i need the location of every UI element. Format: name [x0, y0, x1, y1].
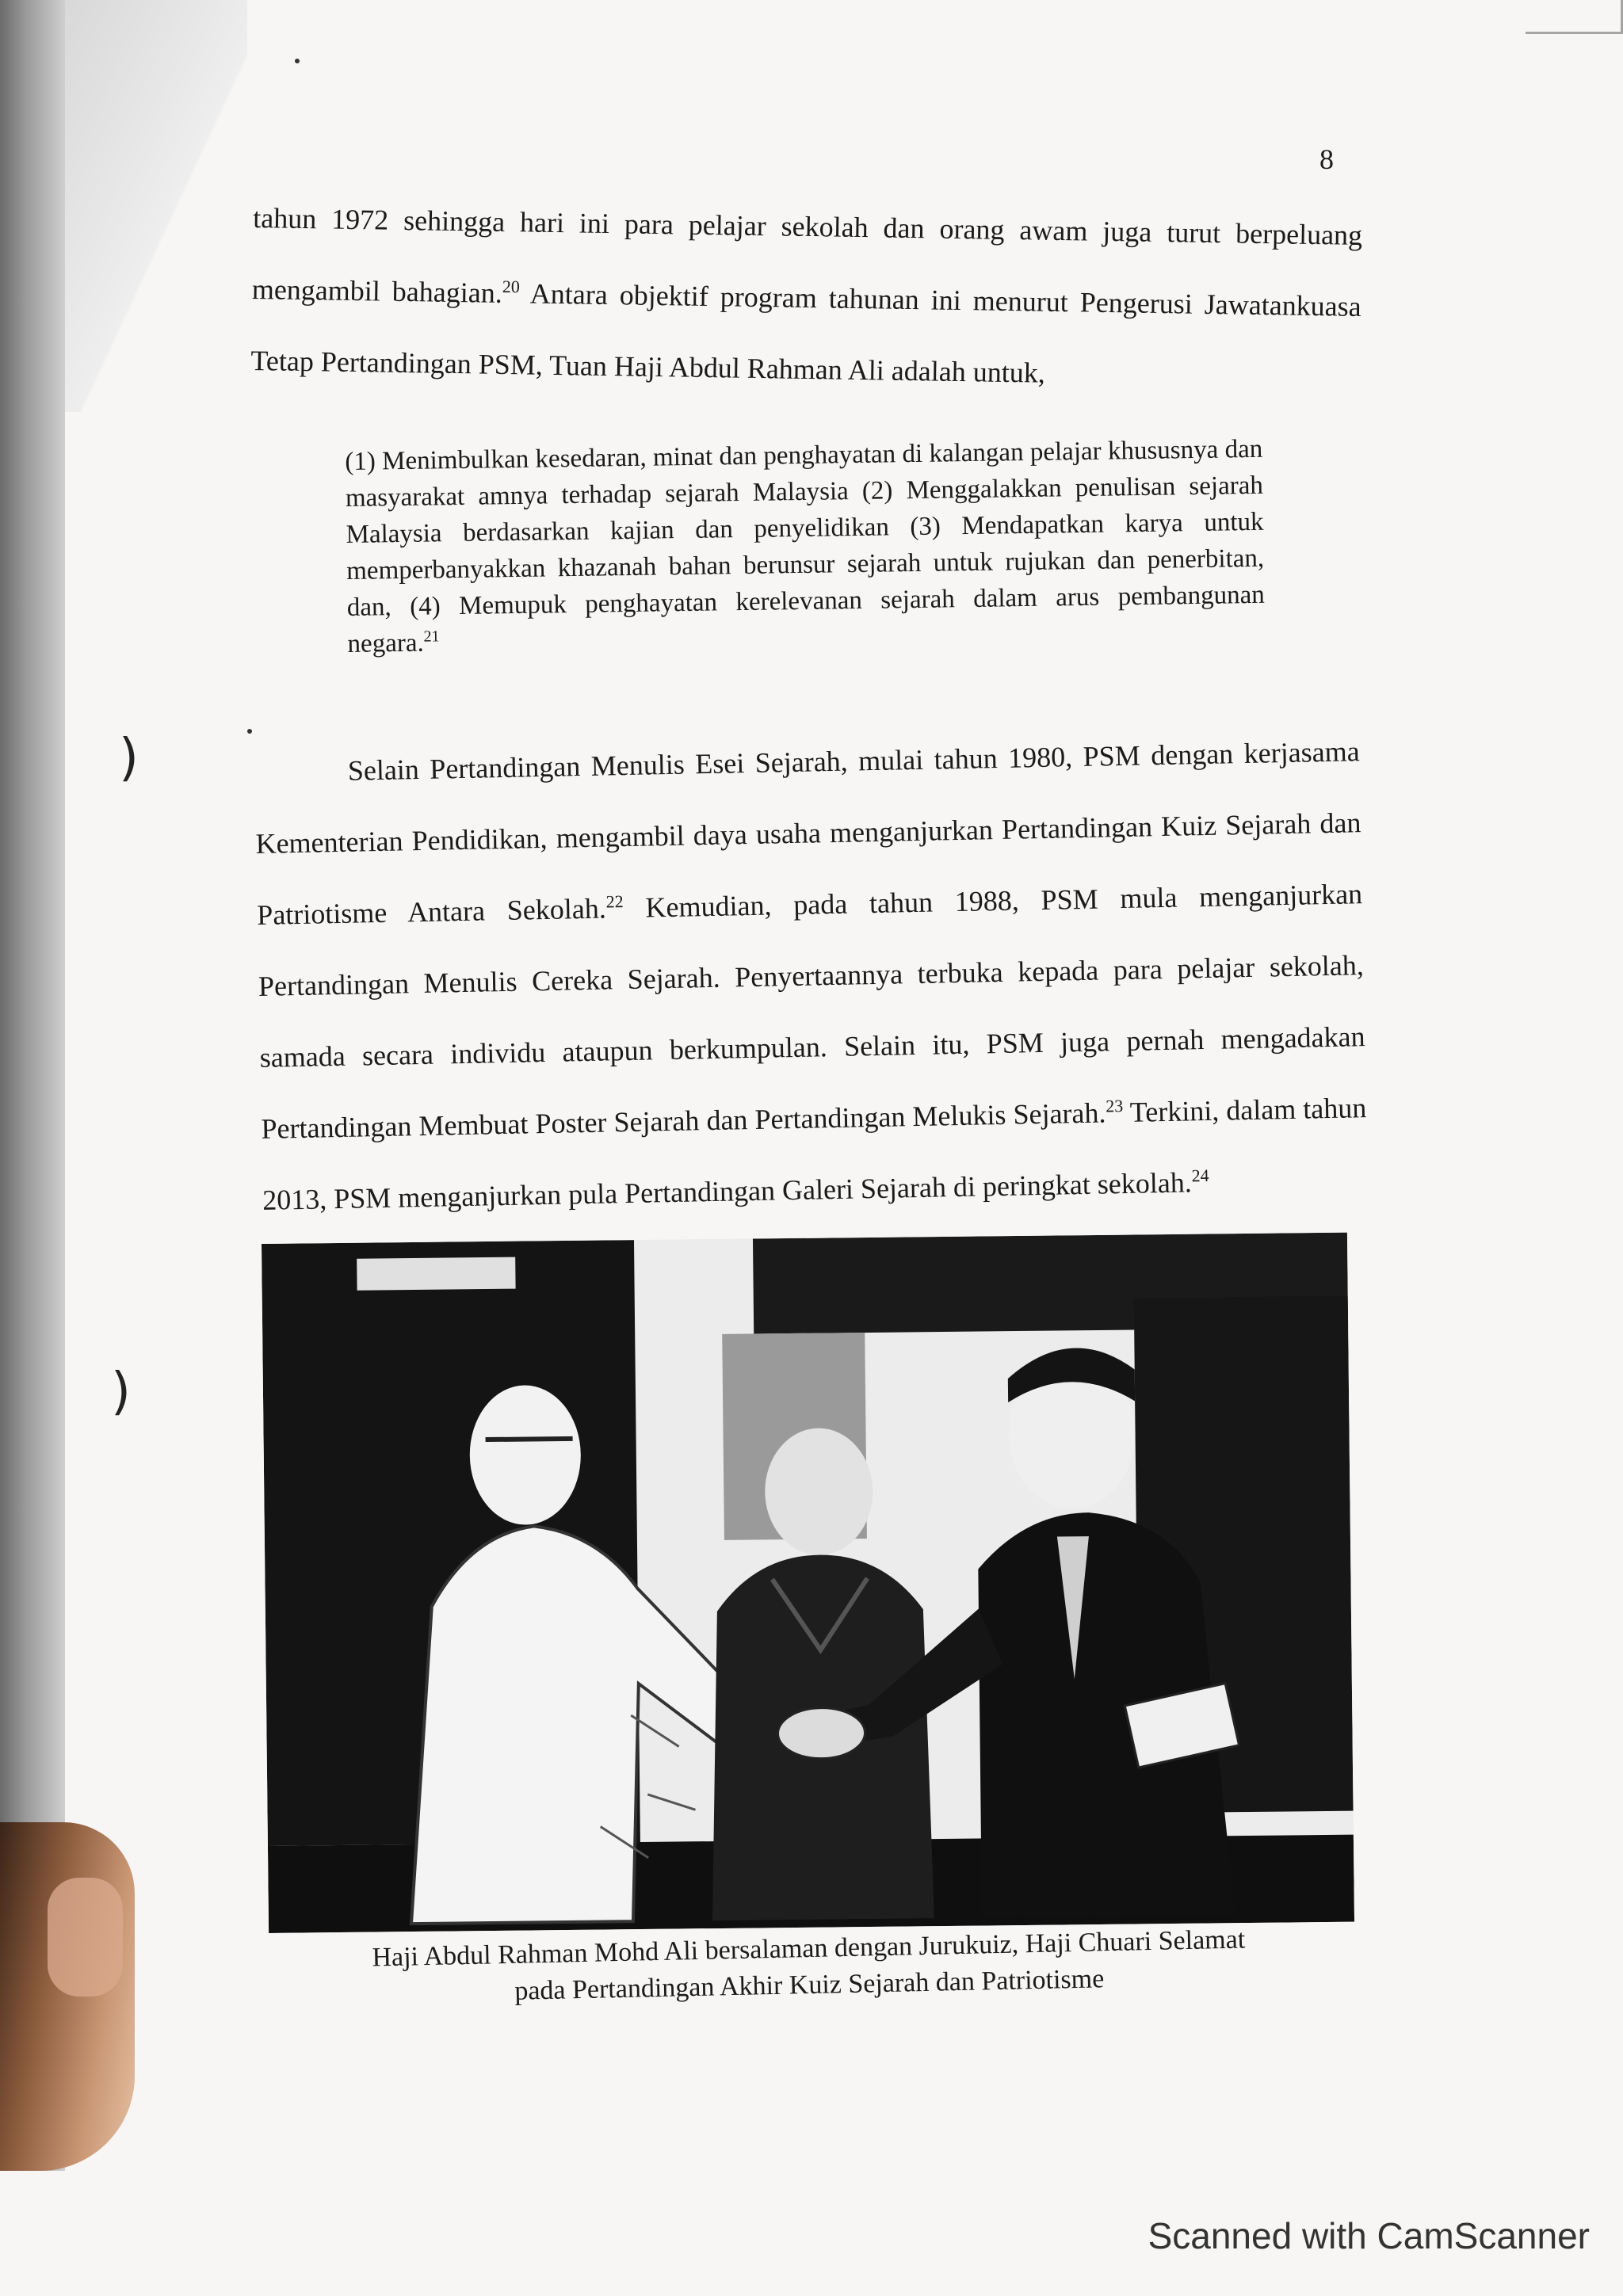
- paragraph-text: tahun 1972 sehingga hari ini para pelajar sekolah dan orang awam juga turut berpeluang mengambil bahagian.: [251, 201, 1363, 309]
- paragraph-text: Terkini, dalam tahun 2013, PSM menganjurkan pula Pertandingan Galeri Sejarah di peringkat sekolah.: [262, 1092, 1367, 1216]
- caption-line: Haji Abdul Rahman Mohd Ali bersalaman dengan Jurukuiz, Haji Chuari Selamat: [372, 1924, 1246, 1973]
- paragraph-text: Selain Pertandingan Menulis Esei Sejarah, mulai tahun 1980, PSM dengan kerjasama Kementerian Pendidikan, mengambil daya usaha menganjurkan Pertandingan Kuiz Sejarah dan Patriotisme Antara Sekolah.: [255, 735, 1361, 931]
- photo-illustration: [262, 1233, 1354, 1933]
- binding-hole-mark: ): [111, 1363, 131, 1421]
- speck: [295, 59, 300, 63]
- page-corner-mark: [1526, 0, 1623, 34]
- thumbnail-highlight: [48, 1878, 123, 1997]
- paragraph-text: Kemudian, pada tahun 1988, PSM mula menganjurkan Pertandingan Menulis Cereka Sejarah. Penyertaannya terbuka kepada para pelajar sekolah, samada secara individu ataupun berkumpulan. Selain itu, PSM juga pernah mengadakan Pertandingan Membuat Poster Sejarah dan Pertandingan Melukis Sejarah.: [258, 878, 1365, 1145]
- footnote-ref: 22: [605, 891, 624, 912]
- paragraph-intro: [250, 182, 1363, 414]
- footnote-ref: 21: [423, 627, 440, 646]
- footnote-ref: 23: [1106, 1096, 1124, 1116]
- page-number: 8: [1319, 143, 1334, 175]
- quote-text: (1) Menimbulkan kesedaran, minat dan penghayatan di kalangan pelajar khususnya dan masyarakat amnya terhadap sejarah Malaysia (2) Menggalakkan penulisan sejarah Malaysia berdasarkan kajian dan penyelidikan (3) Mendapatkan karya untuk memperbanyakkan khazanah bahan berunsur sejarah untuk rujukan dan penerbitan, dan, (4) Memupuk penghayatan kerelevanan sejarah dalam arus pembangunan negara.: [345, 434, 1266, 658]
- binding-hole-mark: ): [119, 729, 139, 788]
- footnote-ref: 20: [502, 276, 521, 297]
- figure-caption: [317, 1920, 1301, 2014]
- block-quote: [345, 431, 1266, 662]
- paragraph-competitions: [254, 715, 1369, 1236]
- caption-line: pada Pertandingan Akhir Kuiz Sejarah dan Patriotisme: [514, 1964, 1105, 2006]
- paragraph-text: Antara objektif program tahunan ini menurut Pengerusi Jawatankuasa Tetap Pertandingan PSM, Tuan Haji Abdul Rahman Ali adalah untuk,: [250, 277, 1362, 389]
- handshake-photo: [262, 1233, 1354, 1933]
- camscanner-watermark: Scanned with CamScanner: [1148, 2215, 1590, 2256]
- page-fold-shadow: [65, 0, 247, 412]
- speck: [247, 729, 252, 734]
- footnote-ref: 24: [1191, 1165, 1209, 1186]
- thumb-finger: [0, 1822, 135, 2171]
